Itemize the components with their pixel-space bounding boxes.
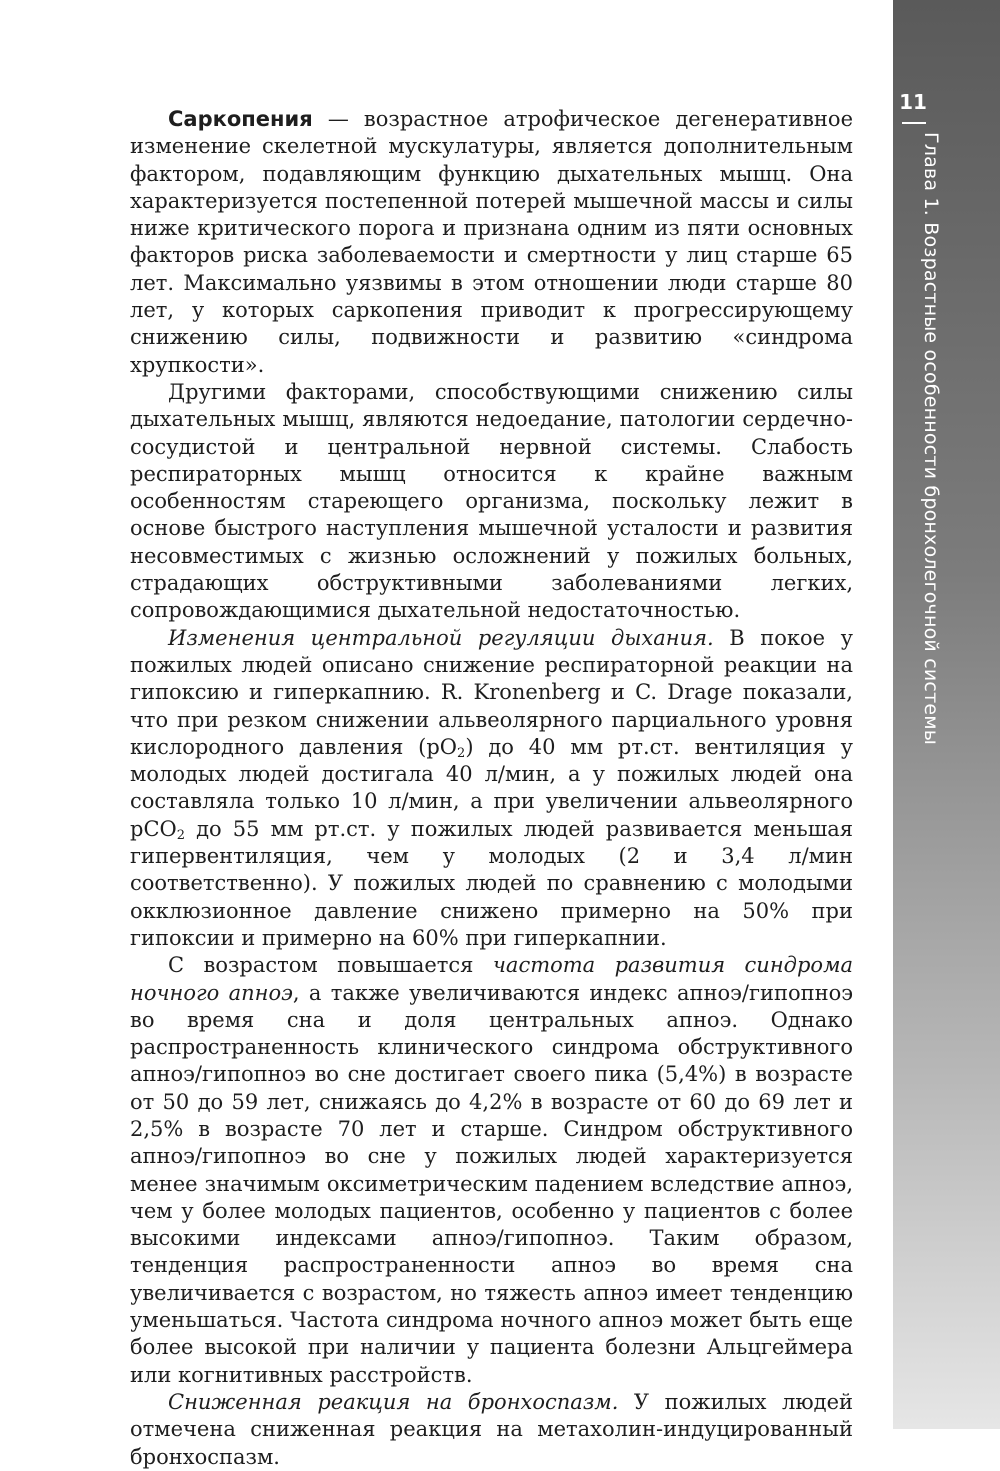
section-lead-central-regulation: Изменения центральной регуляции дыхания.: [168, 625, 714, 650]
page-number: 11: [899, 90, 927, 114]
subscript: 2: [176, 827, 186, 843]
term-sarcopenia: Саркопения: [168, 107, 313, 131]
paragraph-bronchospasm: [130, 1389, 853, 1471]
paragraph-text: С возрастом повышается: [168, 953, 493, 978]
paragraph-sarcopenia: [130, 106, 853, 379]
section-lead-bronchospasm: Сниженная реакция на бронхоспазм.: [168, 1389, 619, 1414]
running-chapter-title: Глава 1. Возрастные особенности бронхолегочной системы: [920, 132, 942, 745]
page-number-divider: [902, 122, 926, 124]
paragraph-central-regulation: [130, 625, 853, 953]
paragraph-text: — возрастное атрофическое дегенеративное изменение скелетной мускулатуры, является дополнительным фактором, подавляющим функцию дыхательных мышц. Она характеризуется постепенной потерей мышечной массы и силы ниже критического порога и признана одним из пяти основных факторов риска заболеваемости и смертности у лиц старше 65 лет. Максимально уязвимы в этом отношении люди старше 80 лет, у которых саркопения приводит к прогрессирующему снижению силы, подвижности и развитию «синдрома хрупкости».: [130, 107, 853, 377]
subscript: 2: [457, 745, 466, 761]
paragraph-sleep-apnea: [130, 952, 853, 1389]
paragraph-text: до 55 мм рт.ст. у пожилых людей развивается меньшая гипервентиляция, чем у молодых (2 и 3,4 л/мин соответственно). У пожилых людей по сравнению с молодыми окклюзионное давление снижено примерно на 50% при гипоксии и примерно на 60% при гиперкапнии.: [130, 816, 853, 950]
emphasis-sleep-apnea: частота развития синдрома ночного апноэ: [130, 953, 853, 1005]
paragraph-text: ) до 40 мм рт.ст. вентиляция у молодых людей достигала 40 л/мин, а у пожилых людей она составляла только 10 л/мин, а при увеличении альвеолярного pCO: [130, 734, 853, 841]
paragraph-text: В покое у пожилых людей описано снижение респираторной реакции на гипоксию и гиперкапнию. R. Kronenberg и C. Drage показали, что при резком снижении альвеолярного парциального уровня кислородного давления (pO: [130, 625, 854, 759]
paragraph-text: , а также увеличиваются индекс апноэ/гипопноэ во время сна и доля центральных апноэ. Однако распространенность клинического синдрома обструктивного апноэ/гипопноэ во сне достигает своего пика (5,4%) в возрасте от 50 до 59 лет, снижаясь до 4,2% в возрасте от 60 до 69 лет и 2,5% в возрасте 70 лет и старше. Синдром обструктивного апноэ/гипопноэ во сне у пожилых людей характеризуется менее значимым оксиметрическим падением вследствие апноэ, чем у более молодых пациентов, особенно у пациентов с более высокими индексами апноэ/гипопноэ. Таким образом, тенденция распространенности апноэ во время сна увеличивается с возрастом, но тяжесть апноэ имеет тенденцию уменьшаться. Частота синдрома ночного апноэ может быть еще более высокой при наличии у пациента болезни Альцгеймера или когнитивных расстройств.: [130, 980, 853, 1387]
paragraph-other-factors: [130, 379, 853, 625]
paragraph-text: У пожилых людей отмечена сниженная реакция на метахолин-индуцированный бронхоспазм.: [130, 1389, 854, 1469]
chapter-side-band: [893, 0, 1000, 1429]
body-text: [130, 106, 853, 1471]
paragraph-text: Другими факторами, способствующими снижению силы дыхательных мышц, являются недоедание, патологии сердечно-сосудистой и центральной нервной системы. Слабость респираторных мышц относится к крайне важным особенностям стареющего организма, поскольку лежит в основе быстрого наступления мышечной усталости и развития несовместимых с жизнью осложнений у пожилых больных, страдающих обструктивными заболеваниями легких, сопровождающимися дыхательной недостаточностью.: [130, 379, 853, 623]
